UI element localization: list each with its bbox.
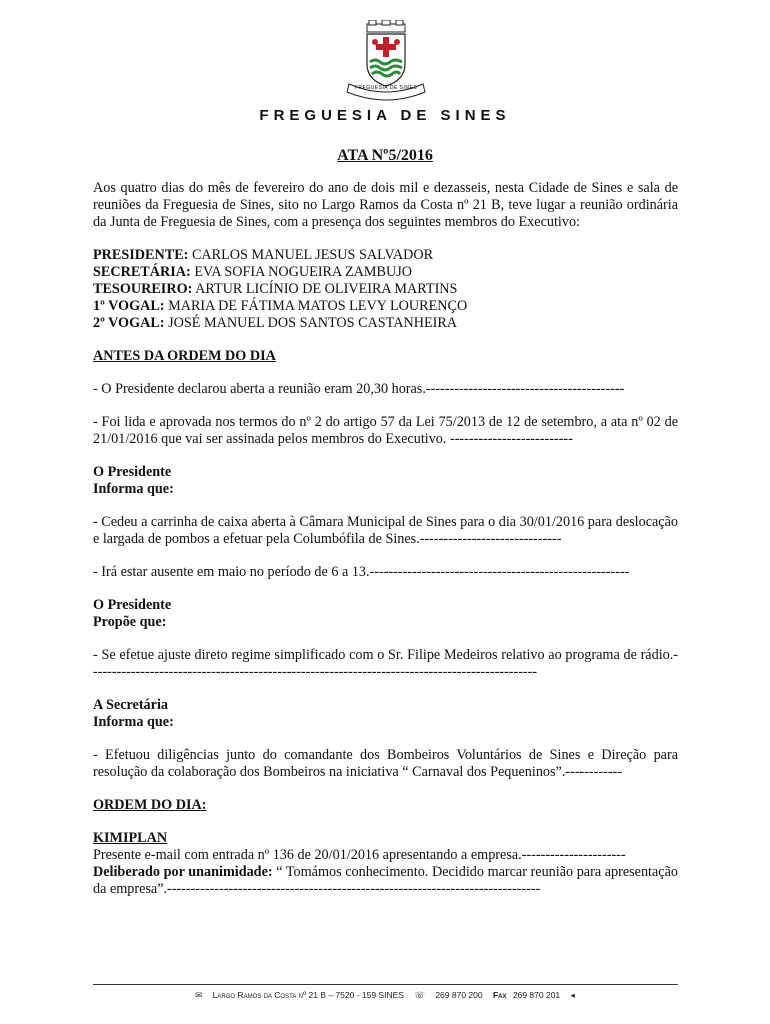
ordem-item-title: KIMIPLAN	[93, 830, 168, 846]
antes-paragraph-2: - Foi lida e aprovada nos termos do nº 2 do artigo 57 da Lei 75/2013 de 12 de setembro, a ata nº 02 de 21/01/2016 que vai ser assinada pelos membros do Executivo. --------------------------	[93, 414, 678, 447]
footer-phone: 269 870 200	[435, 990, 483, 1000]
secretaria-informa-heading: A Secretária Informa que:	[93, 697, 174, 730]
section-heading-antes: ANTES DA ORDEM DO DIA	[93, 348, 276, 364]
members-list	[93, 247, 678, 332]
ordem-deliberado: Deliberado por unanimidade: “ Tomámos conhecimento. Decidido marcar reunião para apresentação da empresa”.-------------------------------------------------------------------------------	[93, 864, 678, 897]
presidente-informa-paragraph-1: - Cedeu a carrinha de caixa aberta à Câmara Municipal de Sines para o dia 30/01/2016 para deslocação e largada de pombos a efetuar pela Columbófila de Sines.------------------------------	[93, 514, 678, 547]
footer-address: Largo Ramos da Costa nº 21 B – 7520 - 159 SINES	[212, 990, 404, 1000]
member-president: PRESIDENTE: CARLOS MANUEL JESUS SALVADOR	[93, 247, 434, 263]
member-vogal-2: 2º VOGAL: JOSÉ MANUEL DOS SANTOS CASTANHEIRA	[93, 315, 458, 331]
ordem-item	[93, 830, 678, 898]
fax-icon: ◂	[570, 990, 575, 1000]
presidente-propoe-paragraph-1: - Se efetue ajuste direto regime simplificado com o Sr. Filipe Medeiros relativo ao programa de rádio.-----------------------------------------------------------------------------------------------	[93, 647, 678, 680]
member-vogal-1: 1º VOGAL: MARIA DE FÁTIMA MATOS LEVY LOURENÇO	[93, 298, 468, 314]
footer	[0, 990, 770, 1001]
ordem-item-line: Presente e-mail com entrada nº 136 de 20/01/2016 apresentando a empresa.----------------------	[93, 847, 626, 863]
member-secretary: SECRETÁRIA: EVA SOFIA NOGUEIRA ZAMBUJO	[93, 264, 413, 280]
footer-divider	[93, 984, 678, 985]
organization-name: FREGUESIA DE SINES	[259, 107, 511, 124]
secretaria-informa-paragraph-1: - Efetuou diligências junto do comandante dos Bombeiros Voluntários de Sines e Direção para resolução da colaboração dos Bombeiros na iniciativa “ Carnaval dos Pequeninos”.------------	[93, 747, 678, 780]
document-title: ATA Nº5/2016	[337, 147, 433, 164]
presidente-informa-heading: O Presidente Informa que:	[93, 464, 174, 497]
crest-ribbon-text: FREGUESIA DE SINES	[354, 85, 418, 91]
member-treasurer: TESOUREIRO: ARTUR LICÍNIO DE OLIVEIRA MARTINS	[93, 281, 458, 297]
intro-paragraph: Aos quatro dias do mês de fevereiro do ano de dois mil e dezasseis, nesta Cidade de Sines e sala de reuniões da Freguesia de Sines, sito no Largo Ramos da Costa nº 21 B, teve lugar a reunião ordinária da Junta de Freguesia de Sines, com a presença dos seguintes membros do Executivo:	[93, 180, 678, 230]
presidente-propoe-heading: O Presidente Propõe que:	[93, 597, 172, 630]
phone-icon: ☏	[414, 990, 425, 1000]
footer-fax: 269 870 201	[512, 990, 561, 1000]
document-body	[93, 180, 678, 898]
envelope-icon: ✉	[195, 990, 203, 1000]
presidente-informa-paragraph-2: - Irá estar ausente em maio no período de 6 a 13.-------------------------------------------------------	[93, 564, 630, 580]
section-heading-ordem: ORDEM DO DIA:	[93, 797, 207, 813]
antes-paragraph-1: - O Presidente declarou aberta a reunião eram 20,30 horas.------------------------------------------	[93, 381, 625, 397]
footer-fax-label: Fax	[492, 990, 507, 1000]
